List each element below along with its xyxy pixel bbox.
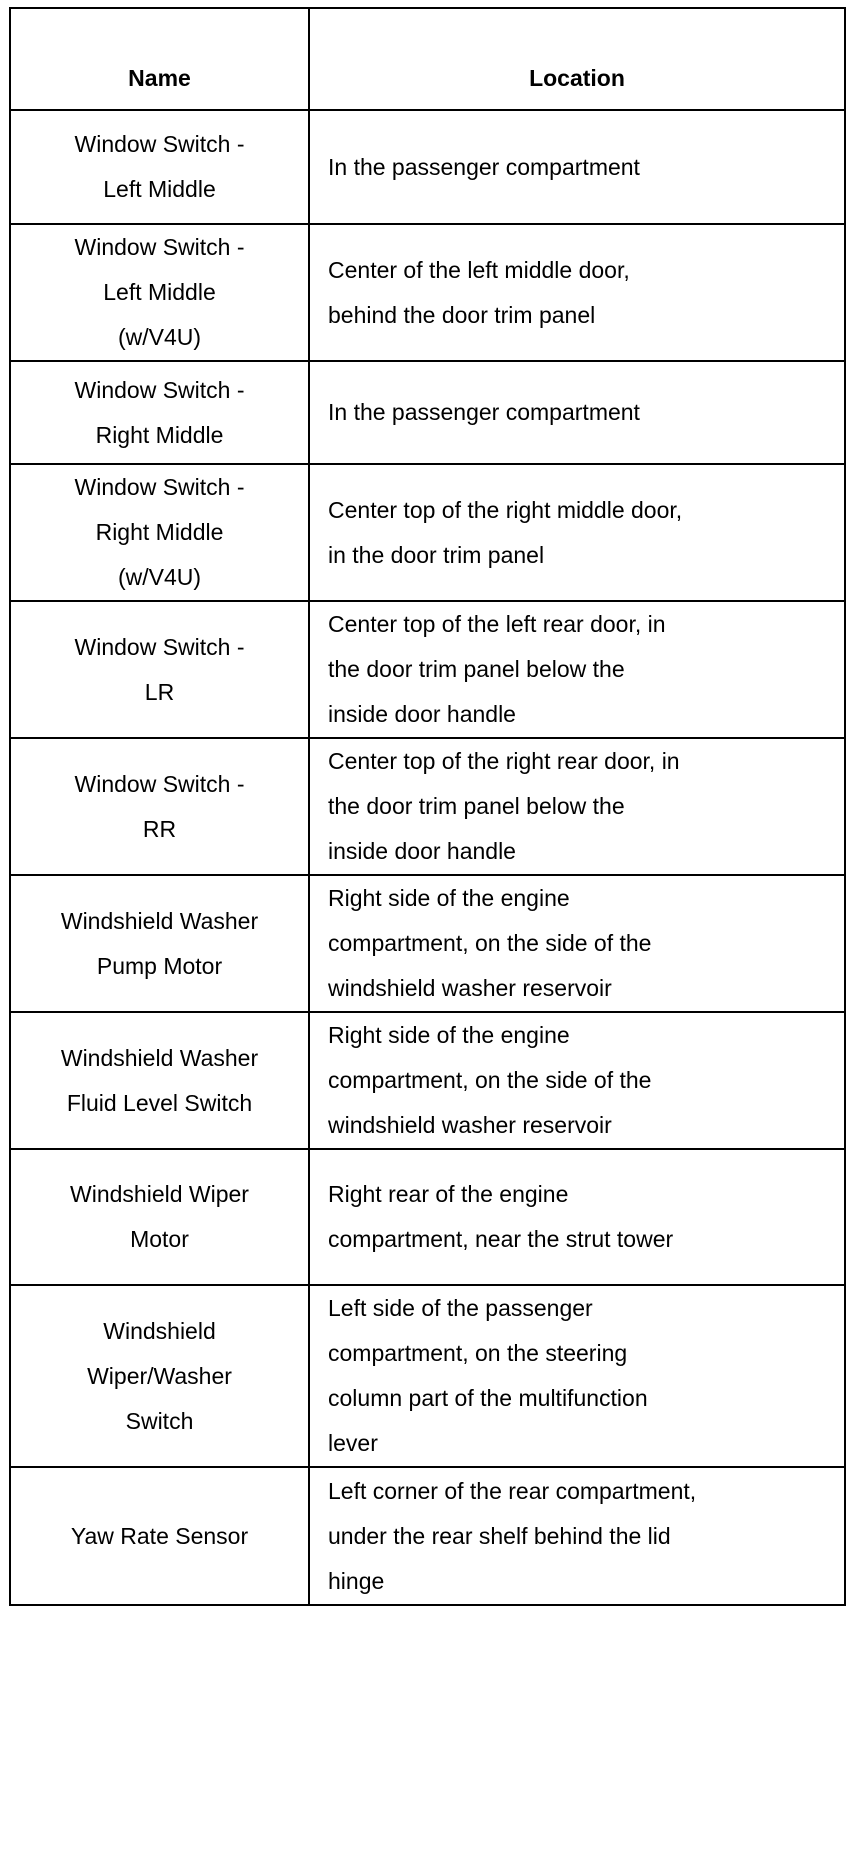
component-name-line: Window Switch - (74, 234, 245, 260)
component-location-table (9, 7, 846, 1606)
component-name-line: Windshield Washer (60, 1044, 259, 1071)
component-location-line: Center of the left middle door, (328, 256, 630, 283)
component-location-line: Right rear of the engine (328, 1181, 569, 1207)
component-location-line: compartment, on the side of the (328, 930, 652, 956)
table-body (10, 110, 845, 1605)
component-name-line: Motor (130, 1226, 189, 1252)
component-location-cell (309, 464, 845, 601)
component-name-cell (10, 224, 309, 361)
component-name-line: Window Switch - (74, 131, 245, 157)
component-location-cell (309, 875, 845, 1012)
component-location-cell (309, 1467, 845, 1605)
component-location-line: the door trim panel below the (328, 793, 625, 819)
component-location-line: Center top of the left rear door, in (328, 611, 666, 637)
component-location-cell (309, 110, 845, 224)
component-name-cell (10, 738, 309, 875)
component-name-line: Pump Motor (96, 952, 223, 979)
component-location-line: column part of the multifunction (328, 1385, 648, 1411)
component-name-line: Fluid Level Switch (66, 1089, 253, 1116)
table-row (10, 224, 845, 361)
component-location-cell (309, 601, 845, 738)
component-location-cell (309, 1149, 845, 1285)
header-name: Name (10, 8, 309, 110)
component-name-cell (10, 1467, 309, 1605)
table-row (10, 1012, 845, 1149)
component-name-cell (10, 1285, 309, 1467)
table-row (10, 1149, 845, 1285)
component-location-line: Right side of the engine (328, 1022, 570, 1048)
component-name-cell (10, 1149, 309, 1285)
component-location-line: inside door handle (328, 838, 516, 864)
component-name-cell (10, 464, 309, 601)
component-name-line: Windshield Washer (60, 907, 259, 934)
component-location-line: under the rear shelf behind the lid (328, 1522, 671, 1549)
component-name-cell (10, 875, 309, 1012)
component-location-cell (309, 1012, 845, 1149)
component-location-line: In the passenger compartment (328, 399, 640, 425)
component-location-line: lever (328, 1430, 378, 1456)
component-name-line: Windshield (103, 1317, 216, 1344)
component-name-cell (10, 601, 309, 738)
component-name-cell (10, 110, 309, 224)
component-name-line: Switch (125, 1407, 194, 1434)
table-row (10, 110, 845, 224)
component-name-line: Left Middle (103, 279, 216, 305)
component-location-line: the door trim panel below the (328, 656, 625, 682)
component-location-line: compartment, on the steering (328, 1340, 628, 1366)
component-location-line: Center top of the right middle door, (328, 496, 683, 523)
component-name-line: Windshield Wiper (70, 1181, 249, 1207)
component-location-line: Left side of the passenger (328, 1295, 593, 1321)
table-row (10, 361, 845, 464)
component-location-line: in the door trim panel (328, 541, 545, 568)
table-row (10, 1467, 845, 1605)
component-name-line: Yaw Rate Sensor (70, 1522, 249, 1549)
table-row (10, 1285, 845, 1467)
component-location-cell (309, 361, 845, 464)
table-row (10, 875, 845, 1012)
component-name-line: RR (142, 815, 177, 842)
component-name-line: Window Switch - (74, 474, 245, 500)
component-location-cell (309, 224, 845, 361)
header-row (10, 8, 845, 110)
component-location-line: In the passenger compartment (328, 153, 640, 180)
header-location: Location (309, 8, 845, 110)
component-name-line: Window Switch - (74, 770, 245, 797)
component-location-line: behind the door trim panel (328, 301, 596, 328)
component-name-line: Wiper/Washer (87, 1362, 232, 1389)
component-name-line: LR (144, 678, 175, 705)
component-name-line: Right Middle (95, 421, 224, 448)
component-name-line: (w/V4U) (117, 564, 202, 590)
component-name-cell (10, 1012, 309, 1149)
component-location-line: Center top of the right rear door, in (328, 748, 680, 774)
component-name-line: Window Switch - (74, 376, 245, 403)
component-location-line: Left corner of the rear compartment, (328, 1477, 697, 1504)
component-location-line: compartment, on the side of the (328, 1067, 652, 1093)
component-location-line: windshield washer reservoir (328, 975, 612, 1001)
component-location-line: Right side of the engine (328, 885, 570, 911)
component-location-cell (309, 1285, 845, 1467)
table-row (10, 738, 845, 875)
component-location-line: windshield washer reservoir (328, 1112, 612, 1138)
component-location-line: compartment, near the strut tower (328, 1226, 674, 1252)
component-location-cell (309, 738, 845, 875)
component-name-line: Left Middle (103, 176, 216, 202)
component-name-line: (w/V4U) (117, 324, 202, 350)
component-location-line: inside door handle (328, 701, 516, 727)
component-location-line: hinge (328, 1567, 385, 1594)
component-name-line: Window Switch - (74, 633, 245, 660)
component-name-line: Right Middle (95, 519, 224, 545)
table-row (10, 601, 845, 738)
component-name-cell (10, 361, 309, 464)
table-row (10, 464, 845, 601)
